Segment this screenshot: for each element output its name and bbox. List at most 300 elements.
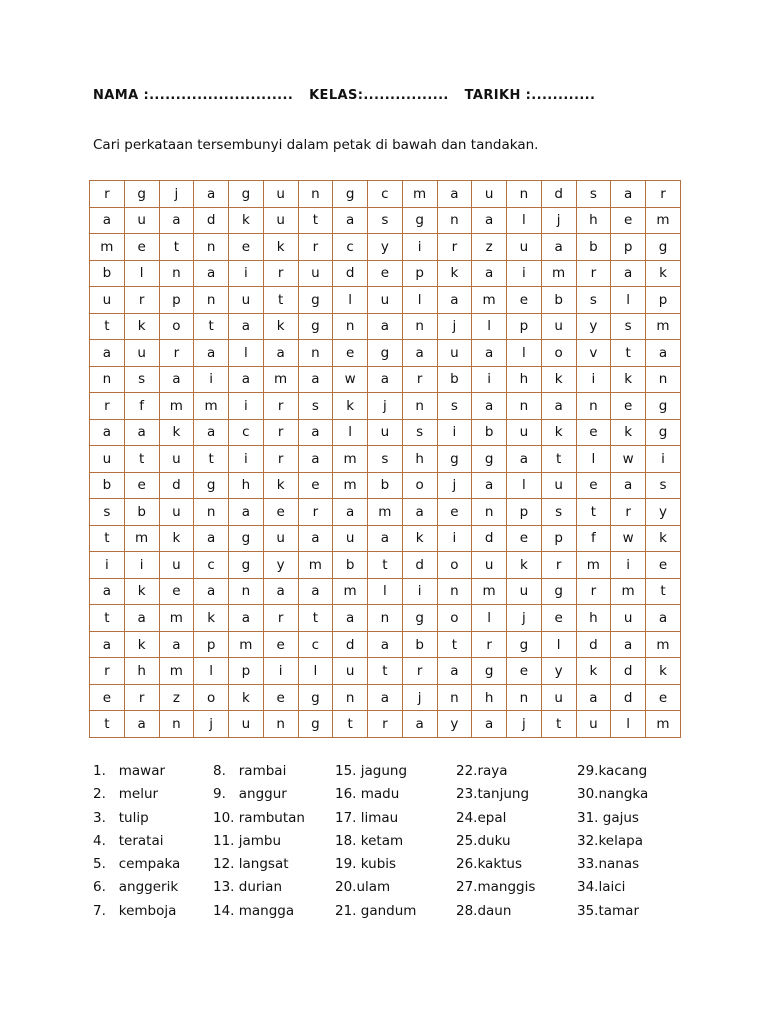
grid-cell[interactable]: e (263, 631, 298, 658)
grid-cell[interactable]: h (124, 658, 159, 685)
grid-cell[interactable]: n (576, 393, 611, 420)
grid-cell[interactable]: y (646, 499, 681, 526)
grid-cell[interactable]: u (298, 260, 333, 287)
grid-cell[interactable]: i (437, 419, 472, 446)
grid-cell[interactable]: u (333, 525, 368, 552)
grid-cell[interactable]: l (507, 207, 542, 234)
grid-cell[interactable]: j (368, 393, 403, 420)
grid-cell[interactable]: i (229, 446, 264, 473)
grid-cell[interactable]: r (576, 260, 611, 287)
grid-cell[interactable]: g (541, 578, 576, 605)
grid-cell[interactable]: i (263, 658, 298, 685)
grid-cell[interactable]: f (576, 525, 611, 552)
grid-cell[interactable]: o (541, 340, 576, 367)
tarikh-field[interactable]: TARIKH :............ (464, 88, 596, 103)
grid-cell[interactable]: g (124, 181, 159, 208)
grid-cell[interactable]: n (402, 313, 437, 340)
grid-cell[interactable]: k (611, 419, 646, 446)
grid-cell[interactable]: r (124, 684, 159, 711)
grid-cell[interactable]: b (472, 419, 507, 446)
grid-cell[interactable]: m (333, 446, 368, 473)
grid-cell[interactable]: b (90, 472, 125, 499)
grid-cell[interactable]: w (333, 366, 368, 393)
grid-cell[interactable]: s (541, 499, 576, 526)
grid-cell[interactable]: u (541, 313, 576, 340)
grid-cell[interactable]: u (124, 207, 159, 234)
grid-cell[interactable]: b (368, 472, 403, 499)
grid-cell[interactable]: g (298, 287, 333, 314)
grid-cell[interactable]: u (263, 525, 298, 552)
grid-cell[interactable]: m (472, 287, 507, 314)
grid-cell[interactable]: u (507, 419, 542, 446)
grid-cell[interactable]: k (159, 525, 194, 552)
grid-cell[interactable]: l (576, 446, 611, 473)
grid-cell[interactable]: t (576, 499, 611, 526)
grid-cell[interactable]: l (368, 578, 403, 605)
grid-cell[interactable]: r (646, 181, 681, 208)
grid-cell[interactable]: l (333, 287, 368, 314)
grid-cell[interactable]: l (611, 287, 646, 314)
grid-cell[interactable]: l (402, 287, 437, 314)
grid-cell[interactable]: a (90, 207, 125, 234)
grid-cell[interactable]: p (229, 658, 264, 685)
grid-cell[interactable]: k (646, 658, 681, 685)
grid-cell[interactable]: m (194, 393, 229, 420)
grid-cell[interactable]: k (576, 658, 611, 685)
grid-cell[interactable]: u (576, 711, 611, 738)
grid-cell[interactable]: n (437, 578, 472, 605)
grid-cell[interactable]: r (263, 419, 298, 446)
grid-cell[interactable]: s (576, 181, 611, 208)
grid-cell[interactable]: m (646, 711, 681, 738)
grid-cell[interactable]: s (124, 366, 159, 393)
grid-cell[interactable]: y (368, 234, 403, 261)
grid-cell[interactable]: s (90, 499, 125, 526)
grid-cell[interactable]: s (368, 446, 403, 473)
grid-cell[interactable]: l (472, 313, 507, 340)
grid-cell[interactable]: c (194, 552, 229, 579)
grid-cell[interactable]: d (194, 207, 229, 234)
grid-cell[interactable]: h (402, 446, 437, 473)
grid-cell[interactable]: r (124, 287, 159, 314)
grid-cell[interactable]: t (194, 313, 229, 340)
grid-cell[interactable]: k (124, 313, 159, 340)
grid-cell[interactable]: r (263, 605, 298, 632)
grid-cell[interactable]: g (298, 684, 333, 711)
grid-cell[interactable]: g (298, 711, 333, 738)
grid-cell[interactable]: n (263, 711, 298, 738)
grid-cell[interactable]: g (472, 658, 507, 685)
grid-cell[interactable]: h (229, 472, 264, 499)
grid-cell[interactable]: i (437, 525, 472, 552)
grid-cell[interactable]: k (541, 419, 576, 446)
grid-cell[interactable]: a (576, 684, 611, 711)
grid-cell[interactable]: k (124, 578, 159, 605)
grid-cell[interactable]: i (402, 234, 437, 261)
grid-cell[interactable]: a (229, 605, 264, 632)
grid-cell[interactable]: u (229, 287, 264, 314)
grid-cell[interactable]: n (298, 340, 333, 367)
grid-cell[interactable]: r (437, 234, 472, 261)
grid-cell[interactable]: e (576, 472, 611, 499)
grid-cell[interactable]: a (159, 366, 194, 393)
grid-cell[interactable]: n (472, 499, 507, 526)
grid-cell[interactable]: g (437, 446, 472, 473)
grid-cell[interactable]: k (194, 605, 229, 632)
grid-cell[interactable]: u (90, 287, 125, 314)
grid-cell[interactable]: a (229, 499, 264, 526)
grid-cell[interactable]: t (333, 711, 368, 738)
grid-cell[interactable]: u (541, 472, 576, 499)
grid-cell[interactable]: l (298, 658, 333, 685)
grid-cell[interactable]: b (437, 366, 472, 393)
grid-cell[interactable]: g (298, 313, 333, 340)
grid-cell[interactable]: d (402, 552, 437, 579)
grid-cell[interactable]: m (333, 578, 368, 605)
grid-cell[interactable]: a (298, 446, 333, 473)
grid-cell[interactable]: u (333, 658, 368, 685)
grid-cell[interactable]: n (159, 711, 194, 738)
grid-cell[interactable]: g (472, 446, 507, 473)
grid-cell[interactable]: a (437, 658, 472, 685)
grid-cell[interactable]: m (159, 605, 194, 632)
grid-cell[interactable]: d (611, 684, 646, 711)
grid-cell[interactable]: a (472, 472, 507, 499)
grid-cell[interactable]: i (507, 260, 542, 287)
grid-cell[interactable]: a (194, 419, 229, 446)
grid-cell[interactable]: a (368, 525, 403, 552)
grid-cell[interactable]: a (159, 631, 194, 658)
grid-cell[interactable]: a (124, 605, 159, 632)
grid-cell[interactable]: l (611, 711, 646, 738)
grid-cell[interactable]: k (124, 631, 159, 658)
grid-cell[interactable]: k (402, 525, 437, 552)
grid-cell[interactable]: j (437, 313, 472, 340)
grid-cell[interactable]: a (402, 340, 437, 367)
grid-cell[interactable]: l (472, 605, 507, 632)
grid-cell[interactable]: a (437, 181, 472, 208)
grid-cell[interactable]: n (194, 287, 229, 314)
grid-cell[interactable]: a (611, 181, 646, 208)
grid-cell[interactable]: p (646, 287, 681, 314)
grid-cell[interactable]: n (507, 181, 542, 208)
grid-cell[interactable]: y (263, 552, 298, 579)
grid-cell[interactable]: m (159, 658, 194, 685)
grid-cell[interactable]: l (194, 658, 229, 685)
grid-cell[interactable]: r (368, 711, 403, 738)
grid-cell[interactable]: r (298, 499, 333, 526)
grid-cell[interactable]: a (472, 711, 507, 738)
grid-cell[interactable]: t (541, 711, 576, 738)
grid-cell[interactable]: m (159, 393, 194, 420)
grid-cell[interactable]: u (368, 419, 403, 446)
grid-cell[interactable]: s (576, 287, 611, 314)
grid-cell[interactable]: t (90, 711, 125, 738)
grid-cell[interactable]: i (90, 552, 125, 579)
grid-cell[interactable]: t (298, 605, 333, 632)
grid-cell[interactable]: e (507, 525, 542, 552)
grid-cell[interactable]: e (646, 684, 681, 711)
grid-cell[interactable]: y (576, 313, 611, 340)
grid-cell[interactable]: h (576, 605, 611, 632)
grid-cell[interactable]: e (368, 260, 403, 287)
grid-cell[interactable]: n (194, 499, 229, 526)
grid-cell[interactable]: g (646, 393, 681, 420)
grid-cell[interactable]: n (368, 605, 403, 632)
grid-cell[interactable]: a (298, 366, 333, 393)
grid-cell[interactable]: a (194, 260, 229, 287)
grid-cell[interactable]: c (368, 181, 403, 208)
grid-cell[interactable]: i (229, 393, 264, 420)
grid-cell[interactable]: d (159, 472, 194, 499)
grid-cell[interactable]: m (90, 234, 125, 261)
grid-cell[interactable]: k (229, 207, 264, 234)
grid-cell[interactable]: m (472, 578, 507, 605)
grid-cell[interactable]: h (507, 366, 542, 393)
grid-cell[interactable]: a (507, 446, 542, 473)
grid-cell[interactable]: n (333, 684, 368, 711)
grid-cell[interactable]: m (611, 578, 646, 605)
grid-cell[interactable]: b (402, 631, 437, 658)
grid-cell[interactable]: h (472, 684, 507, 711)
grid-cell[interactable]: e (437, 499, 472, 526)
grid-cell[interactable]: m (402, 181, 437, 208)
grid-cell[interactable]: t (611, 340, 646, 367)
grid-cell[interactable]: j (437, 472, 472, 499)
grid-cell[interactable]: b (576, 234, 611, 261)
grid-cell[interactable]: e (229, 234, 264, 261)
grid-cell[interactable]: d (576, 631, 611, 658)
grid-cell[interactable]: p (507, 499, 542, 526)
grid-cell[interactable]: u (507, 578, 542, 605)
grid-cell[interactable]: z (159, 684, 194, 711)
grid-cell[interactable]: a (368, 366, 403, 393)
grid-cell[interactable]: p (507, 313, 542, 340)
grid-cell[interactable]: n (194, 234, 229, 261)
grid-cell[interactable]: u (437, 340, 472, 367)
grid-cell[interactable]: a (646, 605, 681, 632)
grid-cell[interactable]: i (611, 552, 646, 579)
grid-cell[interactable]: l (124, 260, 159, 287)
grid-cell[interactable]: v (576, 340, 611, 367)
grid-cell[interactable]: g (229, 552, 264, 579)
grid-cell[interactable]: n (437, 684, 472, 711)
grid-cell[interactable]: i (124, 552, 159, 579)
grid-cell[interactable]: a (194, 181, 229, 208)
grid-cell[interactable]: a (229, 313, 264, 340)
grid-cell[interactable]: d (472, 525, 507, 552)
grid-cell[interactable]: k (646, 260, 681, 287)
grid-cell[interactable]: r (576, 578, 611, 605)
grid-cell[interactable]: k (263, 234, 298, 261)
grid-cell[interactable]: k (333, 393, 368, 420)
grid-cell[interactable]: z (472, 234, 507, 261)
grid-cell[interactable]: i (576, 366, 611, 393)
grid-cell[interactable]: n (507, 393, 542, 420)
grid-cell[interactable]: a (298, 419, 333, 446)
grid-cell[interactable]: g (507, 631, 542, 658)
grid-cell[interactable]: t (159, 234, 194, 261)
grid-cell[interactable]: t (90, 313, 125, 340)
grid-cell[interactable]: k (263, 472, 298, 499)
grid-cell[interactable]: u (368, 287, 403, 314)
grid-cell[interactable]: d (333, 260, 368, 287)
grid-cell[interactable]: i (402, 578, 437, 605)
grid-cell[interactable]: c (333, 234, 368, 261)
grid-cell[interactable]: r (402, 658, 437, 685)
grid-cell[interactable]: w (611, 446, 646, 473)
grid-cell[interactable]: a (333, 605, 368, 632)
grid-cell[interactable]: o (402, 472, 437, 499)
grid-cell[interactable]: t (368, 658, 403, 685)
grid-cell[interactable]: a (541, 393, 576, 420)
grid-cell[interactable]: e (263, 499, 298, 526)
grid-cell[interactable]: g (646, 419, 681, 446)
grid-cell[interactable]: p (159, 287, 194, 314)
grid-cell[interactable]: t (194, 446, 229, 473)
grid-cell[interactable]: n (507, 684, 542, 711)
grid-cell[interactable]: s (298, 393, 333, 420)
grid-cell[interactable]: e (159, 578, 194, 605)
grid-cell[interactable]: i (194, 366, 229, 393)
grid-cell[interactable]: e (541, 605, 576, 632)
grid-cell[interactable]: a (124, 419, 159, 446)
grid-cell[interactable]: m (576, 552, 611, 579)
grid-cell[interactable]: a (159, 207, 194, 234)
grid-cell[interactable]: p (194, 631, 229, 658)
grid-cell[interactable]: m (124, 525, 159, 552)
grid-cell[interactable]: u (159, 552, 194, 579)
grid-cell[interactable]: u (507, 234, 542, 261)
grid-cell[interactable]: n (298, 181, 333, 208)
grid-cell[interactable]: p (611, 234, 646, 261)
grid-cell[interactable]: b (333, 552, 368, 579)
grid-cell[interactable]: m (646, 207, 681, 234)
grid-cell[interactable]: g (229, 525, 264, 552)
grid-cell[interactable]: r (263, 260, 298, 287)
grid-cell[interactable]: s (611, 313, 646, 340)
grid-cell[interactable]: e (333, 340, 368, 367)
grid-cell[interactable]: u (124, 340, 159, 367)
grid-cell[interactable]: d (333, 631, 368, 658)
grid-cell[interactable]: m (541, 260, 576, 287)
grid-cell[interactable]: a (298, 525, 333, 552)
grid-cell[interactable]: m (229, 631, 264, 658)
grid-cell[interactable]: o (437, 552, 472, 579)
grid-cell[interactable]: l (541, 631, 576, 658)
grid-cell[interactable]: j (507, 711, 542, 738)
grid-cell[interactable]: t (124, 446, 159, 473)
grid-cell[interactable]: a (90, 340, 125, 367)
grid-cell[interactable]: s (368, 207, 403, 234)
grid-cell[interactable]: a (611, 631, 646, 658)
grid-cell[interactable]: a (611, 260, 646, 287)
grid-cell[interactable]: t (646, 578, 681, 605)
grid-cell[interactable]: a (368, 631, 403, 658)
grid-cell[interactable]: a (333, 207, 368, 234)
grid-cell[interactable]: m (263, 366, 298, 393)
grid-cell[interactable]: k (229, 684, 264, 711)
grid-cell[interactable]: r (90, 658, 125, 685)
grid-cell[interactable]: p (402, 260, 437, 287)
grid-cell[interactable]: u (159, 446, 194, 473)
grid-cell[interactable]: f (124, 393, 159, 420)
grid-cell[interactable]: a (368, 684, 403, 711)
grid-cell[interactable]: a (90, 631, 125, 658)
grid-cell[interactable]: e (298, 472, 333, 499)
grid-cell[interactable]: s (646, 472, 681, 499)
grid-cell[interactable]: a (472, 207, 507, 234)
grid-cell[interactable]: a (229, 366, 264, 393)
grid-cell[interactable]: e (611, 393, 646, 420)
grid-cell[interactable]: i (472, 366, 507, 393)
grid-cell[interactable]: l (333, 419, 368, 446)
grid-cell[interactable]: r (263, 446, 298, 473)
grid-cell[interactable]: j (159, 181, 194, 208)
grid-cell[interactable]: w (611, 525, 646, 552)
grid-cell[interactable]: e (507, 287, 542, 314)
grid-cell[interactable]: u (263, 181, 298, 208)
grid-cell[interactable]: a (611, 472, 646, 499)
grid-cell[interactable]: c (298, 631, 333, 658)
grid-cell[interactable]: n (333, 313, 368, 340)
grid-cell[interactable]: u (541, 684, 576, 711)
grid-cell[interactable]: r (541, 552, 576, 579)
grid-cell[interactable]: m (646, 313, 681, 340)
grid-cell[interactable]: u (159, 499, 194, 526)
grid-cell[interactable]: c (229, 419, 264, 446)
grid-cell[interactable]: n (90, 366, 125, 393)
grid-cell[interactable]: t (263, 287, 298, 314)
grid-cell[interactable]: y (437, 711, 472, 738)
grid-cell[interactable]: r (402, 366, 437, 393)
grid-cell[interactable]: j (507, 605, 542, 632)
grid-cell[interactable]: y (541, 658, 576, 685)
grid-cell[interactable]: n (402, 393, 437, 420)
grid-cell[interactable]: a (194, 578, 229, 605)
grid-cell[interactable]: j (402, 684, 437, 711)
grid-cell[interactable]: r (611, 499, 646, 526)
kelas-field[interactable]: KELAS:................ (309, 88, 449, 103)
grid-cell[interactable]: d (611, 658, 646, 685)
grid-cell[interactable]: a (472, 393, 507, 420)
grid-cell[interactable]: e (507, 658, 542, 685)
grid-cell[interactable]: e (611, 207, 646, 234)
grid-cell[interactable]: r (159, 340, 194, 367)
grid-cell[interactable]: m (333, 472, 368, 499)
grid-cell[interactable]: a (646, 340, 681, 367)
grid-cell[interactable]: a (298, 578, 333, 605)
grid-cell[interactable]: n (159, 260, 194, 287)
grid-cell[interactable]: j (194, 711, 229, 738)
grid-cell[interactable]: g (229, 181, 264, 208)
grid-cell[interactable]: e (263, 684, 298, 711)
grid-cell[interactable]: k (541, 366, 576, 393)
grid-cell[interactable]: m (368, 499, 403, 526)
grid-cell[interactable]: j (541, 207, 576, 234)
grid-cell[interactable]: e (646, 552, 681, 579)
grid-cell[interactable]: u (263, 207, 298, 234)
grid-cell[interactable]: t (541, 446, 576, 473)
grid-cell[interactable]: a (194, 525, 229, 552)
grid-cell[interactable]: h (576, 207, 611, 234)
grid-cell[interactable]: k (159, 419, 194, 446)
grid-cell[interactable]: t (368, 552, 403, 579)
grid-cell[interactable]: g (333, 181, 368, 208)
grid-cell[interactable]: a (90, 578, 125, 605)
grid-cell[interactable]: r (90, 181, 125, 208)
grid-cell[interactable]: u (472, 181, 507, 208)
